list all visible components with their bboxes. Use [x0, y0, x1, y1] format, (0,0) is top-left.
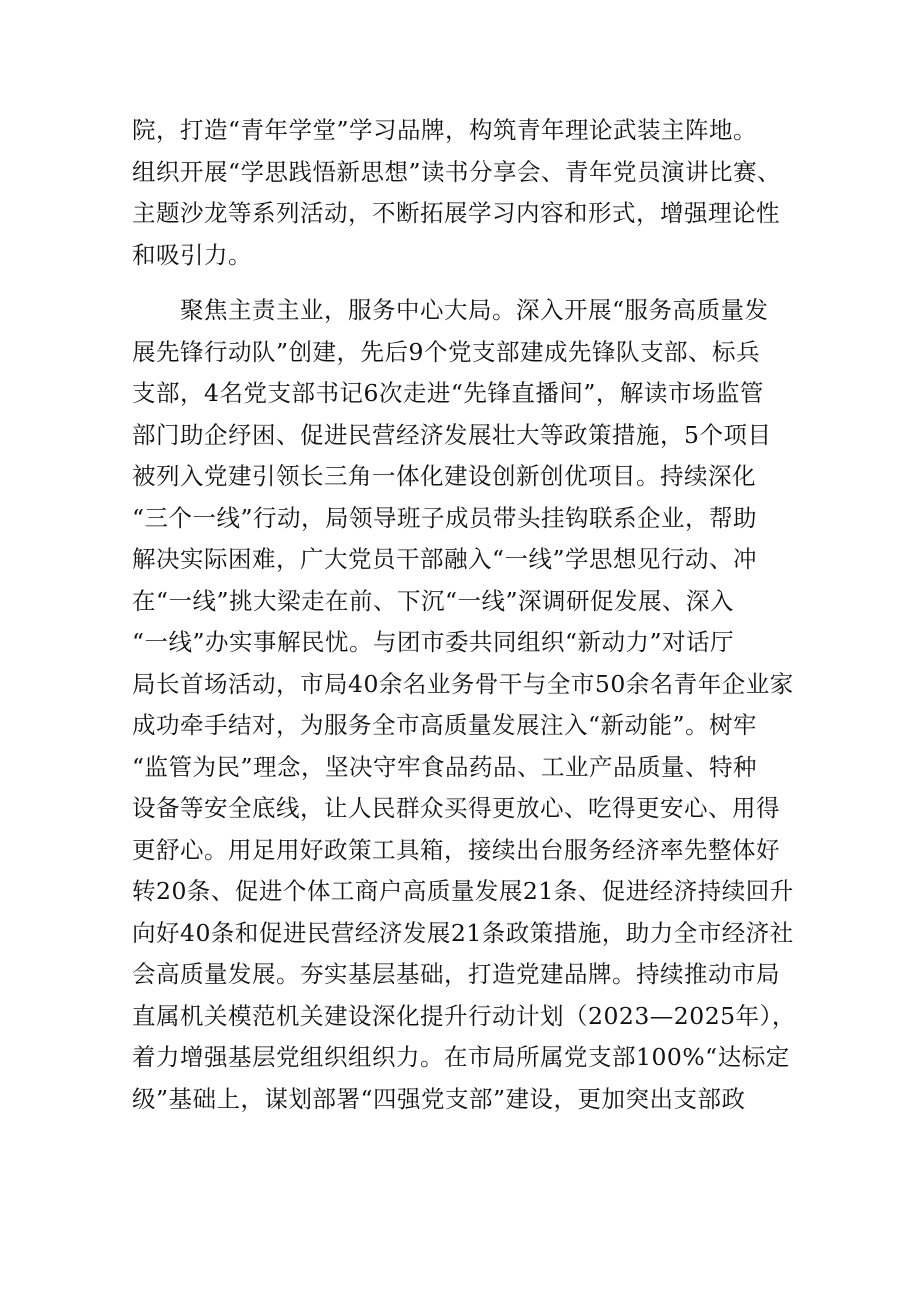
text-line: 局长首场活动，市局40余名业务骨干与全市50余名青年企业家 [132, 669, 794, 698]
text-line: 和吸引力。 [132, 240, 252, 269]
paragraph-gap [132, 276, 800, 290]
text-line: “监管为民”理念，坚决守牢食品药品、工业产品质量、特种 [132, 752, 758, 781]
text-line: 聚焦主责主业，服务中心大局。深入开展“服务高质量发 [180, 296, 769, 324]
text-line: 部门助企纾困、促进民营经济发展壮大等政策措施，5个项目 [132, 420, 772, 449]
text-line: 转20条、促进个体工商户高质量发展21条、促进经济持续回升 [132, 877, 794, 905]
text-line: 在“一线”挑大梁走在前、下沉“一线”深调研促发展、深入 [132, 586, 735, 615]
text-line: 组织开展“学思践悟新思想”读书分享会、青年党员演讲比赛、 [132, 157, 782, 186]
text-line: 解决实际困难，广大党员干部融入“一线”学思想见行动、冲 [132, 545, 758, 573]
text-line: 主题沙龙等系列活动，不断拓展学习内容和形式，增强理论性 [132, 199, 780, 227]
text-line: 成功牵手结对，为服务全市高质量发展注入“新动能”。树牢 [132, 711, 758, 739]
paragraph-2 [132, 290, 800, 1120]
text-line: 被列入党建引领长三角一体化建设创新创优项目。持续深化 [132, 462, 756, 490]
text-line: 级”基础上，谋划部署“四强党支部”建设，更加突出支部政 [132, 1084, 746, 1113]
text-line: 着力增强基层党组织组织力。在市局所属党支部100%“达标定 [132, 1043, 790, 1071]
text-line: “一线”办实事解民忧。与团市委共同组织“新动力”对话厅 [132, 628, 735, 656]
text-line: 支部，4名党支部书记6次走进“先锋直播间”，解读市场监管 [132, 379, 764, 407]
text-line: 直属机关模范机关建设深化提升行动计划（2023—2025年）， [132, 1001, 796, 1030]
text-line: 设备等安全底线，让人民群众买得更放心、吃得更安心、用得 [132, 794, 780, 822]
text-line: 院，打造“青年学堂”学习品牌，构筑青年理论武装主阵地。 [132, 116, 758, 144]
document-body [132, 110, 800, 1120]
text-line: 会高质量发展。夯实基层基础，打造党建品牌。持续推动市局 [132, 960, 780, 988]
text-line: “三个一线”行动，局领导班子成员带头挂钩联系企业，帮助 [132, 503, 758, 532]
text-line: 展先锋行动队”创建，先后9个党支部建成先锋队支部、标兵 [132, 337, 760, 366]
paragraph-1 [132, 110, 800, 276]
text-line: 向好40条和促进民营经济发展21条政策措施，助力全市经济社 [132, 918, 794, 947]
text-line: 更舒心。用足用好政策工具箱，接续出台服务经济率先整体好 [132, 835, 780, 864]
